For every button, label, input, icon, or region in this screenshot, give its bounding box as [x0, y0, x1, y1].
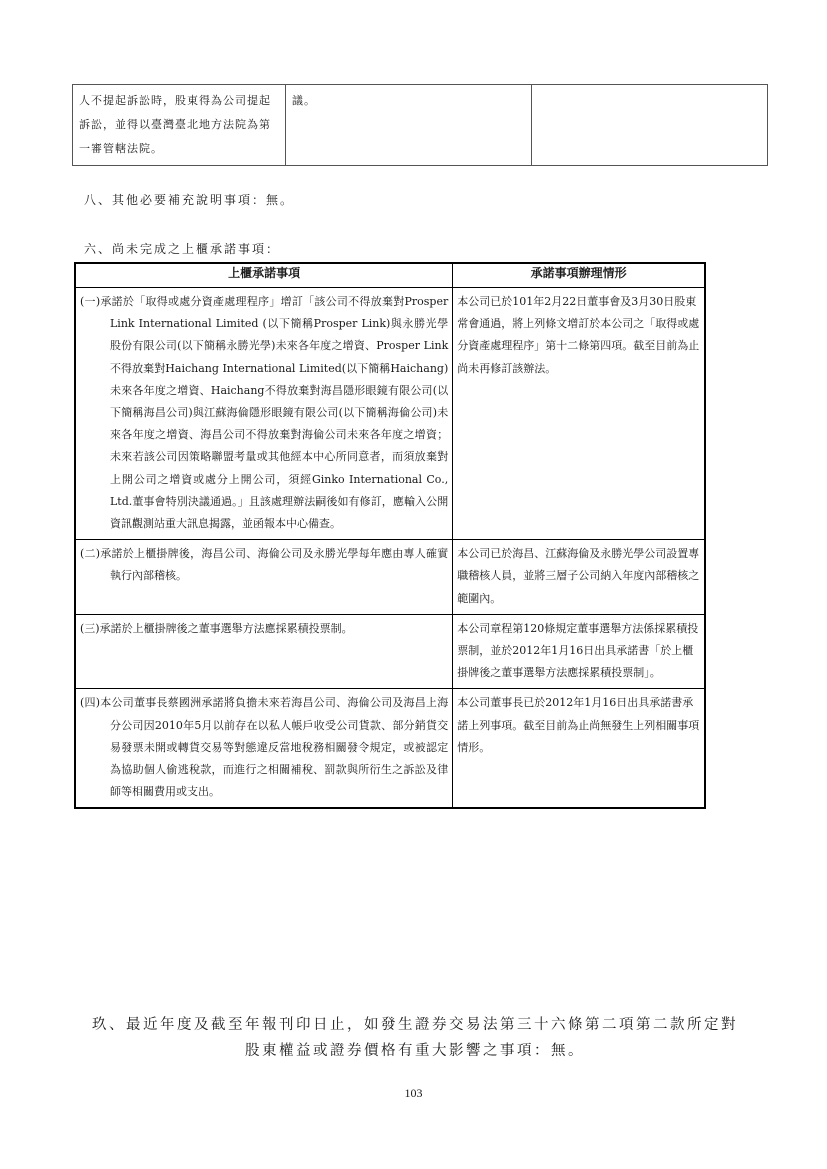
- commitment-text: (一)承諾於「取得或處分資產處理程序」增訂「該公司不得放棄對Prosper Link International Limited (以下簡稱Prosper Link)與永勝光學股份有限公司(以下簡稱永勝光學)未來各年度之增資、Prosper Link不得放棄對Haichang International Limited(以下簡稱Haichang)未來各年度之增資、Haichang不得放棄對海昌隱形眼鏡有限公司(以下簡稱海昌公司)與江蘇海倫隱形眼鏡有限公司(以下簡稱海倫公司)未來各年度之增資、海昌公司不得放棄對海倫公司未來各年度之增資；未來若該公司因策略聯盟考量或其他經本中心所同意者，而須放棄對上開公司之增資或處分上開公司，須經Ginko International Co., Ltd.董事會特別決議通過。」且該處理辦法嗣後如有修訂，應輸入公開資訊觀測站重大訊息揭露，並函報本中心備查。: [80, 295, 449, 531]
- status-text: 本公司已於101年2月22日董事會及3月30日股東常會通過，將上列條文增訂於本公司之「取得或處分資產處理程序」第十二條第四項。截至目前為止尚未再修訂該辦法。: [457, 295, 700, 375]
- commitment-text: (二)承諾於上櫃掛牌後，海昌公司、海倫公司及永勝光學每年應由專人確實執行內部稽核。: [80, 547, 449, 583]
- commitments-table: [74, 262, 706, 809]
- status-text: 本公司章程第120條規定董事選舉方法係採累積投票制，並於2012年1月16日出具承諾書「於上櫃掛牌後之董事選舉方法應採累積投票制」。: [457, 621, 699, 680]
- table-row: [75, 614, 705, 689]
- section-6-heading: 六、尚未完成之上櫃承諾事項：: [84, 242, 281, 256]
- header-commitments: 上櫃承諾事項: [75, 263, 453, 288]
- table-header-row: [75, 263, 705, 288]
- commitment-text: (三)承諾於上櫃掛牌後之董事選舉方法應採累積投票制。: [80, 621, 353, 635]
- status-text: 本公司已於海昌、江蘇海倫及永勝光學公司設置專職稽核人員，並將三層子公司納入年度內部稽核之範圍內。: [457, 547, 700, 605]
- continuation-cell-3: [532, 85, 768, 166]
- table-row: [75, 288, 705, 540]
- continuation-cell-1: 人不提起訴訟時，股東得為公司提起訴訟，並得以臺灣臺北地方法院為第一審管轄法院。: [73, 85, 286, 166]
- table-row: [75, 689, 705, 809]
- section-8-heading: 八、其他必要補充說明事項：無。: [84, 193, 295, 207]
- continuation-table: [72, 84, 768, 166]
- status-text: 本公司董事長已於2012年1月16日出具承諾書承諾上列事項。截至目前為止尚無發生上列相關事項情形。: [457, 696, 700, 754]
- continuation-cell-2: 議。: [286, 85, 532, 166]
- page-number: 103: [404, 1086, 423, 1100]
- closing-statement: 玖、最近年度及截至年報刊印日止，如發生證券交易法第三十六條第二項第二款所定對股東權益或證券價格有重大影響之事項：無。: [92, 1017, 738, 1059]
- header-status: 承諾事項辦理情形: [453, 263, 705, 288]
- table-row: [75, 540, 705, 615]
- commitment-text: (四)本公司董事長蔡國洲承諾將負擔未來若海昌公司、海倫公司及海昌上海分公司因2010年5月以前存在以私人帳戶收受公司貨款、部分銷貨交易發票未開或轉貨交易等對態違反當地稅務相關發令規定，或被認定為協助個人偷逃稅款，而進行之相關補稅、罰款與所衍生之訴訟及律師等相關費用或支出。: [80, 696, 449, 799]
